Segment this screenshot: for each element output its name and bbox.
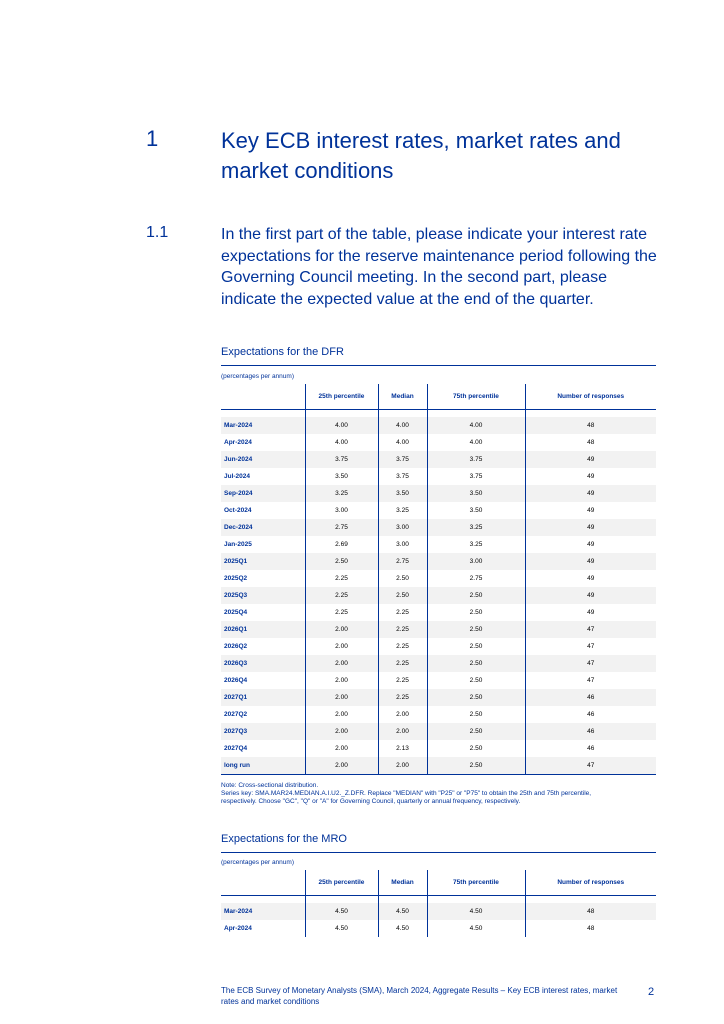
- dfr-cell-p75: 3.25: [427, 519, 525, 536]
- dfr-table-row: [221, 502, 656, 519]
- dfr-cell-p25: 2.50: [305, 553, 378, 570]
- dfr-cell-p25: 3.75: [305, 451, 378, 468]
- dfr-cell-label: Sep-2024: [221, 485, 305, 502]
- mro-cell-responses: 48: [525, 920, 656, 937]
- question-number: 1.1: [146, 224, 169, 241]
- dfr-cell-label: 2026Q2: [221, 638, 305, 655]
- dfr-cell-label: 2027Q1: [221, 689, 305, 706]
- dfr-cell-median: 2.00: [378, 723, 427, 740]
- mro-spacer-cell: [427, 896, 525, 904]
- dfr-table-row: [221, 587, 656, 604]
- dfr-cell-p25: 2.25: [305, 570, 378, 587]
- dfr-cell-p75: 2.50: [427, 689, 525, 706]
- dfr-table-row: [221, 638, 656, 655]
- dfr-table-row: [221, 689, 656, 706]
- dfr-col-header-p25: 25th percentile: [305, 384, 378, 410]
- dfr-cell-responses: 48: [525, 417, 656, 434]
- dfr-cell-median: 2.25: [378, 604, 427, 621]
- dfr-cell-responses: 49: [525, 519, 656, 536]
- dfr-table-row: [221, 434, 656, 451]
- dfr-cell-responses: 46: [525, 689, 656, 706]
- dfr-spacer-cell: [305, 410, 378, 418]
- dfr-cell-responses: 48: [525, 434, 656, 451]
- dfr-cell-p75: 2.50: [427, 587, 525, 604]
- dfr-table-row: [221, 519, 656, 536]
- dfr-cell-p75: 2.50: [427, 621, 525, 638]
- dfr-note: [221, 782, 661, 806]
- dfr-cell-p75: 2.75: [427, 570, 525, 587]
- dfr-cell-label: 2027Q4: [221, 740, 305, 757]
- dfr-cell-p25: 3.25: [305, 485, 378, 502]
- mro-cell-p25: 4.50: [305, 920, 378, 937]
- dfr-cell-label: Apr-2024: [221, 434, 305, 451]
- mro-cell-p75: 4.50: [427, 903, 525, 920]
- mro-title-rule: [221, 852, 656, 853]
- dfr-cell-responses: 49: [525, 570, 656, 587]
- dfr-table-row: [221, 757, 656, 774]
- dfr-col-header-label: [221, 384, 305, 410]
- dfr-table-row: [221, 485, 656, 502]
- dfr-cell-p25: 2.00: [305, 655, 378, 672]
- dfr-cell-label: 2025Q3: [221, 587, 305, 604]
- dfr-cell-median: 2.00: [378, 757, 427, 774]
- dfr-cell-p75: 4.00: [427, 417, 525, 434]
- dfr-cell-p25: 2.00: [305, 723, 378, 740]
- dfr-cell-median: 2.25: [378, 672, 427, 689]
- dfr-cell-label: Dec-2024: [221, 519, 305, 536]
- dfr-cell-responses: 49: [525, 485, 656, 502]
- dfr-cell-responses: 49: [525, 587, 656, 604]
- mro-table-row: [221, 903, 656, 920]
- dfr-cell-p25: 2.00: [305, 621, 378, 638]
- dfr-cell-p75: 2.50: [427, 757, 525, 774]
- mro-table-body: [221, 896, 656, 938]
- footer-text: The ECB Survey of Monetary Analysts (SMA), March 2024, Aggregate Results – Key ECB interest rates, market rates and market conditions: [221, 986, 618, 1006]
- dfr-table-row: [221, 417, 656, 434]
- dfr-table-row: [221, 468, 656, 485]
- dfr-cell-median: 2.25: [378, 621, 427, 638]
- dfr-cell-responses: 47: [525, 655, 656, 672]
- dfr-cell-p75: 2.50: [427, 706, 525, 723]
- dfr-cell-median: 3.00: [378, 519, 427, 536]
- dfr-spacer-cell: [525, 410, 656, 418]
- dfr-cell-median: 4.00: [378, 417, 427, 434]
- dfr-table-row: [221, 553, 656, 570]
- mro-cell-p25: 4.50: [305, 903, 378, 920]
- dfr-spacer-cell: [221, 410, 305, 418]
- dfr-cell-responses: 49: [525, 536, 656, 553]
- dfr-col-header-responses: Number of responses: [525, 384, 656, 410]
- dfr-cell-p25: 2.25: [305, 604, 378, 621]
- dfr-table-body: [221, 410, 656, 775]
- dfr-cell-label: long run: [221, 757, 305, 774]
- dfr-cell-p75: 2.50: [427, 723, 525, 740]
- dfr-cell-label: Jul-2024: [221, 468, 305, 485]
- dfr-cell-responses: 49: [525, 502, 656, 519]
- dfr-cell-p75: 3.50: [427, 502, 525, 519]
- dfr-col-header-p75: 75th percentile: [427, 384, 525, 410]
- dfr-cell-median: 2.50: [378, 587, 427, 604]
- mro-cell-label: Mar-2024: [221, 903, 305, 920]
- dfr-table-title: Expectations for the DFR: [221, 346, 344, 358]
- dfr-cell-median: 3.50: [378, 485, 427, 502]
- dfr-bottom-rule: [221, 774, 656, 775]
- dfr-cell-label: 2026Q1: [221, 621, 305, 638]
- dfr-table: [221, 384, 656, 774]
- dfr-cell-responses: 49: [525, 604, 656, 621]
- dfr-cell-median: 3.75: [378, 451, 427, 468]
- mro-cell-p75: 4.50: [427, 920, 525, 937]
- dfr-cell-p25: 2.25: [305, 587, 378, 604]
- dfr-cell-p25: 3.00: [305, 502, 378, 519]
- dfr-cell-label: Mar-2024: [221, 417, 305, 434]
- dfr-cell-p75: 4.00: [427, 434, 525, 451]
- dfr-cell-label: 2026Q4: [221, 672, 305, 689]
- dfr-cell-p75: 3.50: [427, 485, 525, 502]
- dfr-cell-p75: 2.50: [427, 604, 525, 621]
- dfr-cell-responses: 49: [525, 468, 656, 485]
- dfr-cell-p75: 2.50: [427, 740, 525, 757]
- dfr-cell-median: 2.13: [378, 740, 427, 757]
- dfr-cell-label: 2025Q2: [221, 570, 305, 587]
- dfr-spacer-cell: [427, 410, 525, 418]
- dfr-cell-median: 2.50: [378, 570, 427, 587]
- dfr-header-row: [221, 384, 656, 410]
- dfr-title-rule: [221, 365, 656, 366]
- mro-col-header-median: Median: [378, 870, 427, 896]
- dfr-cell-p25: 2.00: [305, 740, 378, 757]
- dfr-cell-label: 2025Q1: [221, 553, 305, 570]
- dfr-cell-p75: 2.50: [427, 655, 525, 672]
- mro-cell-label: Apr-2024: [221, 920, 305, 937]
- dfr-cell-label: Jun-2024: [221, 451, 305, 468]
- dfr-cell-p25: 2.00: [305, 706, 378, 723]
- dfr-table-row: [221, 655, 656, 672]
- mro-header-row: [221, 870, 656, 896]
- dfr-cell-responses: 49: [525, 451, 656, 468]
- dfr-cell-p25: 2.75: [305, 519, 378, 536]
- dfr-cell-median: 3.00: [378, 536, 427, 553]
- dfr-cell-responses: 47: [525, 757, 656, 774]
- mro-table-title: Expectations for the MRO: [221, 833, 347, 845]
- dfr-cell-p25: 2.00: [305, 689, 378, 706]
- dfr-cell-p75: 3.75: [427, 468, 525, 485]
- mro-table-row: [221, 920, 656, 937]
- mro-col-header-p75: 75th percentile: [427, 870, 525, 896]
- dfr-table-row: [221, 536, 656, 553]
- dfr-table-units: (percentages per annum): [221, 373, 294, 380]
- dfr-cell-p25: 4.00: [305, 434, 378, 451]
- dfr-table-row: [221, 451, 656, 468]
- dfr-table-row: [221, 604, 656, 621]
- mro-spacer-cell: [305, 896, 378, 904]
- dfr-cell-median: 2.25: [378, 655, 427, 672]
- dfr-cell-p25: 2.00: [305, 638, 378, 655]
- dfr-table-row: [221, 672, 656, 689]
- mro-col-header-responses: Number of responses: [525, 870, 656, 896]
- dfr-note-line: respectively. Choose "GC", "Q" or "A" for Governing Council, quarterly or annual frequency, respectively.: [221, 798, 521, 805]
- dfr-cell-label: 2027Q3: [221, 723, 305, 740]
- dfr-cell-p25: 4.00: [305, 417, 378, 434]
- section-number: 1: [146, 126, 159, 151]
- dfr-cell-median: 3.75: [378, 468, 427, 485]
- mro-cell-responses: 48: [525, 903, 656, 920]
- dfr-col-header-median: Median: [378, 384, 427, 410]
- section-title: Key ECB interest rates, market rates and market conditions: [221, 128, 621, 183]
- dfr-cell-median: 2.25: [378, 689, 427, 706]
- dfr-note-line: Note: Cross-sectional distribution.: [221, 782, 319, 789]
- dfr-table-row: [221, 723, 656, 740]
- dfr-cell-median: 4.00: [378, 434, 427, 451]
- dfr-cell-responses: 47: [525, 672, 656, 689]
- dfr-cell-p75: 2.50: [427, 672, 525, 689]
- dfr-table-row: [221, 621, 656, 638]
- dfr-cell-p25: 2.00: [305, 672, 378, 689]
- dfr-table-row: [221, 706, 656, 723]
- dfr-note-line: Series key: SMA.MAR24.MEDIAN.A.I.U2._Z.DFR. Replace "MEDIAN" with "P25" or "P75" to obtain the 25th and 75th percentile,: [221, 790, 592, 797]
- dfr-spacer-cell: [378, 410, 427, 418]
- dfr-table-row: [221, 570, 656, 587]
- dfr-cell-p75: 3.25: [427, 536, 525, 553]
- dfr-cell-p75: 3.75: [427, 451, 525, 468]
- mro-spacer-cell: [221, 896, 305, 904]
- dfr-cell-responses: 46: [525, 723, 656, 740]
- dfr-cell-label: 2027Q2: [221, 706, 305, 723]
- dfr-table-row: [221, 740, 656, 757]
- dfr-cell-median: 3.25: [378, 502, 427, 519]
- dfr-cell-responses: 49: [525, 553, 656, 570]
- mro-col-header-p25: 25th percentile: [305, 870, 378, 896]
- mro-col-header-label: [221, 870, 305, 896]
- dfr-cell-median: 2.75: [378, 553, 427, 570]
- mro-table-units: (percentages per annum): [221, 859, 294, 866]
- dfr-spacer-row: [221, 410, 656, 418]
- dfr-cell-responses: 47: [525, 638, 656, 655]
- dfr-cell-p25: 3.50: [305, 468, 378, 485]
- mro-spacer-cell: [525, 896, 656, 904]
- mro-table: [221, 870, 656, 937]
- dfr-cell-p75: 2.50: [427, 638, 525, 655]
- dfr-cell-responses: 46: [525, 706, 656, 723]
- dfr-cell-label: 2025Q4: [221, 604, 305, 621]
- question-text: In the first part of the table, please indicate your interest rate expectations for the reserve maintenance period following the Governing Council meeting. In the second part, please indicate the expected value at the end of the quarter.: [221, 226, 657, 308]
- dfr-cell-label: 2026Q3: [221, 655, 305, 672]
- dfr-cell-label: Oct-2024: [221, 502, 305, 519]
- mro-cell-median: 4.50: [378, 920, 427, 937]
- mro-spacer-cell: [378, 896, 427, 904]
- dfr-cell-p25: 2.00: [305, 757, 378, 774]
- dfr-cell-responses: 46: [525, 740, 656, 757]
- page-number: 2: [648, 986, 655, 998]
- dfr-cell-responses: 47: [525, 621, 656, 638]
- dfr-cell-median: 2.00: [378, 706, 427, 723]
- dfr-cell-p75: 3.00: [427, 553, 525, 570]
- dfr-cell-median: 2.25: [378, 638, 427, 655]
- dfr-cell-label: Jan-2025: [221, 536, 305, 553]
- mro-spacer-row: [221, 896, 656, 904]
- dfr-cell-p25: 2.69: [305, 536, 378, 553]
- mro-cell-median: 4.50: [378, 903, 427, 920]
